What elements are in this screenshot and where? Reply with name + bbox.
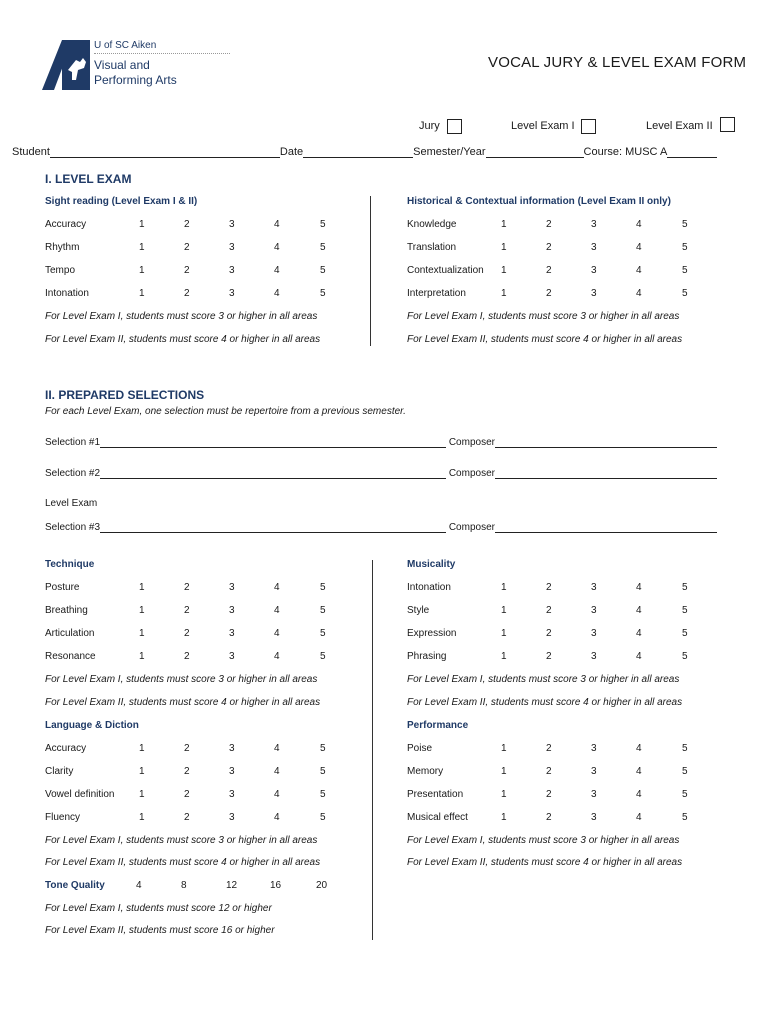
tone-note1: For Level Exam I, students must score 12 or higher	[45, 903, 272, 914]
score-option[interactable]: 5	[682, 265, 688, 276]
score-option[interactable]: 4	[274, 743, 280, 754]
score-row	[407, 288, 707, 302]
score-option[interactable]: 1	[139, 265, 145, 276]
vpa-logo-icon	[42, 40, 90, 90]
jury-checkbox[interactable]	[447, 119, 462, 134]
score-option[interactable]: 2	[184, 288, 190, 299]
score-option[interactable]: 2	[546, 743, 552, 754]
criterion-label: Articulation	[45, 628, 95, 639]
score-row	[45, 743, 345, 757]
criterion-label: Fluency	[45, 812, 81, 823]
section1-divider	[370, 196, 371, 346]
score-option[interactable]: 1	[139, 288, 145, 299]
score-row	[45, 628, 345, 642]
logo-rule	[94, 53, 230, 54]
course-label: Course: MUSC A	[583, 146, 668, 158]
student-row	[12, 146, 742, 158]
score-option[interactable]: 1	[501, 265, 507, 276]
score-option[interactable]: 2	[184, 766, 190, 777]
diction-note1: For Level Exam I, students must score 3 or higher in all areas	[45, 835, 318, 846]
sight-reading-heading: Sight reading (Level Exam I & II)	[45, 196, 198, 207]
score-option[interactable]: 1	[501, 651, 507, 662]
score-option[interactable]: 5	[320, 651, 326, 662]
score-option[interactable]: 2	[184, 789, 190, 800]
score-option[interactable]: 5	[682, 582, 688, 593]
score-option[interactable]: 3	[229, 219, 235, 230]
score-option[interactable]: 4	[274, 288, 280, 299]
criterion-label: Musical effect	[407, 812, 468, 823]
composer3-label: Composer	[448, 522, 495, 533]
technique-note2: For Level Exam II, students must score 4 or higher in all areas	[45, 697, 321, 708]
score-option[interactable]: 4	[274, 605, 280, 616]
score-row	[407, 582, 707, 596]
score-row	[45, 812, 345, 826]
selection2-row	[45, 467, 717, 479]
score-option[interactable]: 4	[274, 651, 280, 662]
score-option[interactable]: 1	[139, 743, 145, 754]
criterion-label: Rhythm	[45, 242, 80, 253]
score-option[interactable]: 1	[501, 766, 507, 777]
score-row	[45, 766, 345, 780]
criterion-label: Memory	[407, 766, 444, 777]
criterion-label: Phrasing	[407, 651, 447, 662]
score-row	[407, 766, 707, 780]
composer3-field[interactable]	[495, 521, 717, 533]
score-option[interactable]: 3	[229, 265, 235, 276]
score-option[interactable]: 4	[274, 582, 280, 593]
course-field[interactable]	[667, 146, 717, 158]
score-option[interactable]: 5	[682, 628, 688, 639]
composer2-field[interactable]	[495, 467, 717, 479]
score-option[interactable]: 1	[501, 628, 507, 639]
score-option[interactable]: 1	[139, 605, 145, 616]
score-option[interactable]: 4	[636, 743, 642, 754]
score-option[interactable]: 5	[682, 605, 688, 616]
score-row	[407, 789, 707, 803]
score-row	[407, 605, 707, 619]
score-row	[45, 582, 345, 596]
score-option[interactable]: 5	[682, 789, 688, 800]
score-option[interactable]: 2	[184, 651, 190, 662]
tone-score-option[interactable]: 4	[136, 880, 142, 891]
score-option[interactable]: 2	[546, 219, 552, 230]
section1-title: I. LEVEL EXAM	[45, 172, 132, 186]
technique-heading: Technique	[45, 559, 95, 570]
form-title: VOCAL JURY & LEVEL EXAM FORM	[488, 54, 747, 71]
score-option[interactable]: 4	[636, 812, 642, 823]
score-option[interactable]: 2	[546, 789, 552, 800]
semester-field[interactable]	[486, 146, 584, 158]
criterion-label: Breathing	[45, 605, 88, 616]
criterion-label: Contextualization	[407, 265, 484, 276]
musicality-heading: Musicality	[407, 559, 456, 570]
selection3-field[interactable]	[100, 521, 446, 533]
score-option[interactable]: 4	[274, 812, 280, 823]
score-option[interactable]: 1	[139, 766, 145, 777]
score-row	[45, 288, 345, 302]
score-option[interactable]: 4	[636, 789, 642, 800]
score-row	[45, 219, 345, 233]
tone-heading: Tone Quality	[45, 880, 105, 891]
score-option[interactable]: 3	[229, 812, 235, 823]
score-option[interactable]: 3	[229, 766, 235, 777]
level2-checkbox[interactable]	[720, 117, 735, 132]
logo-university: U of SC Aiken	[94, 40, 157, 51]
score-option[interactable]: 4	[636, 651, 642, 662]
score-row	[407, 242, 707, 256]
score-option[interactable]: 4	[636, 288, 642, 299]
criterion-label: Intonation	[45, 288, 89, 299]
technique-note1: For Level Exam I, students must score 3 or higher in all areas	[45, 674, 318, 685]
score-option[interactable]: 2	[546, 582, 552, 593]
tone-note2: For Level Exam II, students must score 16 or higher	[45, 925, 275, 936]
score-option[interactable]: 4	[274, 219, 280, 230]
score-option[interactable]: 2	[184, 242, 190, 253]
selection2-field[interactable]	[100, 467, 446, 479]
score-option[interactable]: 3	[229, 242, 235, 253]
score-option[interactable]: 3	[591, 766, 597, 777]
score-option[interactable]: 1	[501, 219, 507, 230]
score-option[interactable]: 1	[139, 242, 145, 253]
score-option[interactable]: 2	[546, 605, 552, 616]
score-option[interactable]: 5	[320, 219, 326, 230]
criterion-label: Presentation	[407, 789, 464, 800]
semester-label: Semester/Year	[413, 146, 486, 158]
criterion-label: Interpretation	[407, 288, 466, 299]
date-label: Date	[279, 146, 304, 158]
criterion-label: Posture	[45, 582, 80, 593]
sight-note2: For Level Exam II, students must score 4 or higher in all areas	[45, 334, 321, 345]
criterion-label: Translation	[407, 242, 457, 253]
score-option[interactable]: 3	[229, 605, 235, 616]
level1-checkbox[interactable]	[581, 119, 596, 134]
criterion-label: Resonance	[45, 651, 96, 662]
composer2-label: Composer	[448, 468, 495, 479]
score-option[interactable]: 1	[139, 628, 145, 639]
score-option[interactable]: 5	[320, 288, 326, 299]
date-field[interactable]	[303, 146, 413, 158]
score-option[interactable]: 1	[139, 582, 145, 593]
selection2-label: Selection #2	[45, 468, 101, 479]
selection3-row	[45, 521, 717, 533]
historical-heading: Historical & Contextual information (Level Exam II only)	[407, 196, 671, 207]
score-option[interactable]: 3	[591, 242, 597, 253]
score-option[interactable]: 1	[139, 219, 145, 230]
lower-divider	[372, 560, 373, 940]
level2-label: Level Exam II	[646, 120, 713, 132]
score-option[interactable]: 1	[501, 812, 507, 823]
score-option[interactable]: 4	[274, 766, 280, 777]
selection1-row	[45, 436, 717, 448]
performance-note1: For Level Exam I, students must score 3 or higher in all areas	[407, 835, 680, 846]
criterion-label: Style	[407, 605, 430, 616]
score-option[interactable]: 5	[320, 812, 326, 823]
score-option[interactable]: 4	[636, 766, 642, 777]
composer1-field[interactable]	[495, 436, 717, 448]
score-option[interactable]: 5	[320, 582, 326, 593]
score-option[interactable]: 4	[636, 242, 642, 253]
section2-intro: For each Level Exam, one selection must be repertoire from a previous semester.	[45, 406, 406, 417]
score-option[interactable]: 3	[591, 582, 597, 593]
composer1-label: Composer	[448, 437, 495, 448]
score-option[interactable]: 4	[636, 219, 642, 230]
score-option[interactable]: 1	[501, 789, 507, 800]
musicality-note1: For Level Exam I, students must score 3 or higher in all areas	[407, 674, 680, 685]
selection1-label: Selection #1	[45, 437, 101, 448]
selection3-label: Selection #3	[45, 522, 101, 533]
logo-dept-line2: Performing Arts	[94, 73, 177, 87]
score-option[interactable]: 2	[546, 651, 552, 662]
tone-score-option[interactable]: 16	[270, 880, 282, 891]
score-option[interactable]: 2	[546, 288, 552, 299]
score-option[interactable]: 4	[636, 265, 642, 276]
score-option[interactable]: 5	[320, 265, 326, 276]
score-row	[407, 219, 707, 233]
score-row	[407, 265, 707, 279]
score-option[interactable]: 3	[229, 628, 235, 639]
score-option[interactable]: 5	[320, 789, 326, 800]
score-row	[407, 651, 707, 665]
tone-score-option[interactable]: 20	[316, 880, 328, 891]
score-option[interactable]: 5	[682, 743, 688, 754]
criterion-label: Tempo	[45, 265, 76, 276]
score-option[interactable]: 3	[229, 789, 235, 800]
score-option[interactable]: 2	[546, 812, 552, 823]
tone-score-option[interactable]: 8	[181, 880, 187, 891]
criterion-label: Clarity	[45, 766, 74, 777]
criterion-label: Intonation	[407, 582, 451, 593]
score-option[interactable]: 3	[591, 628, 597, 639]
score-option[interactable]: 1	[501, 605, 507, 616]
score-option[interactable]: 2	[184, 628, 190, 639]
score-option[interactable]: 2	[184, 743, 190, 754]
score-option[interactable]: 4	[636, 605, 642, 616]
tone-score-option[interactable]: 12	[226, 880, 238, 891]
level1-label: Level Exam I	[511, 120, 575, 132]
score-option[interactable]: 2	[546, 242, 552, 253]
score-option[interactable]: 3	[591, 219, 597, 230]
score-option[interactable]: 1	[501, 242, 507, 253]
score-option[interactable]: 5	[320, 628, 326, 639]
score-option[interactable]: 1	[501, 582, 507, 593]
score-option[interactable]: 5	[682, 651, 688, 662]
criterion-label: Vowel definition	[45, 789, 115, 800]
diction-note2: For Level Exam II, students must score 4 or higher in all areas	[45, 857, 321, 868]
hist-note1: For Level Exam I, students must score 3 or higher in all areas	[407, 311, 680, 322]
criterion-label: Accuracy	[45, 219, 87, 230]
logo	[42, 40, 232, 92]
score-row	[45, 651, 345, 665]
score-option[interactable]: 5	[682, 288, 688, 299]
criterion-label: Poise	[407, 743, 433, 754]
score-option[interactable]: 1	[139, 789, 145, 800]
score-option[interactable]: 2	[184, 812, 190, 823]
score-option[interactable]: 2	[184, 582, 190, 593]
criterion-label: Expression	[407, 628, 457, 639]
score-option[interactable]: 2	[546, 766, 552, 777]
score-option[interactable]: 3	[591, 789, 597, 800]
score-option[interactable]: 3	[591, 605, 597, 616]
score-row	[407, 743, 707, 757]
score-option[interactable]: 5	[682, 766, 688, 777]
score-option[interactable]: 1	[501, 288, 507, 299]
score-option[interactable]: 5	[320, 605, 326, 616]
score-option[interactable]: 4	[274, 265, 280, 276]
score-row	[45, 605, 345, 619]
score-option[interactable]: 4	[636, 628, 642, 639]
score-option[interactable]: 5	[320, 766, 326, 777]
score-option[interactable]: 2	[184, 219, 190, 230]
score-option[interactable]: 3	[591, 743, 597, 754]
student-field[interactable]	[50, 146, 280, 158]
score-row	[45, 789, 345, 803]
score-option[interactable]: 5	[682, 242, 688, 253]
score-option[interactable]: 5	[682, 812, 688, 823]
score-option[interactable]: 4	[274, 628, 280, 639]
selection1-field[interactable]	[100, 436, 446, 448]
score-option[interactable]: 4	[636, 582, 642, 593]
jury-label: Jury	[419, 120, 440, 132]
score-option[interactable]: 2	[546, 265, 552, 276]
criterion-label: Knowledge	[407, 219, 457, 230]
score-option[interactable]: 2	[184, 605, 190, 616]
score-row	[407, 812, 707, 826]
score-option[interactable]: 5	[682, 219, 688, 230]
score-option[interactable]: 3	[591, 265, 597, 276]
score-option[interactable]: 3	[229, 288, 235, 299]
criterion-label: Accuracy	[45, 743, 87, 754]
hist-note2: For Level Exam II, students must score 4 or higher in all areas	[407, 334, 683, 345]
score-option[interactable]: 3	[229, 582, 235, 593]
score-option[interactable]: 1	[501, 743, 507, 754]
student-label: Student	[12, 146, 50, 158]
sight-note1: For Level Exam I, students must score 3 or higher in all areas	[45, 311, 318, 322]
diction-heading: Language & Diction	[45, 720, 139, 731]
score-row	[45, 242, 345, 256]
score-row	[407, 628, 707, 642]
logo-dept-line1: Visual and	[94, 58, 150, 72]
score-option[interactable]: 3	[229, 651, 235, 662]
score-row	[45, 265, 345, 279]
score-option[interactable]: 1	[139, 812, 145, 823]
section2-title: II. PREPARED SELECTIONS	[45, 388, 205, 402]
score-option[interactable]: 2	[184, 265, 190, 276]
score-option[interactable]: 3	[229, 743, 235, 754]
score-option[interactable]: 1	[139, 651, 145, 662]
score-option[interactable]: 5	[320, 743, 326, 754]
performance-note2: For Level Exam II, students must score 4 or higher in all areas	[407, 857, 683, 868]
musicality-note2: For Level Exam II, students must score 4 or higher in all areas	[407, 697, 683, 708]
score-option[interactable]: 3	[591, 288, 597, 299]
level-exam-label: Level Exam	[45, 498, 98, 509]
score-option[interactable]: 2	[546, 628, 552, 639]
score-option[interactable]: 3	[591, 812, 597, 823]
score-option[interactable]: 4	[274, 242, 280, 253]
score-option[interactable]: 4	[274, 789, 280, 800]
score-option[interactable]: 5	[320, 242, 326, 253]
performance-heading: Performance	[407, 720, 469, 731]
score-option[interactable]: 3	[591, 651, 597, 662]
